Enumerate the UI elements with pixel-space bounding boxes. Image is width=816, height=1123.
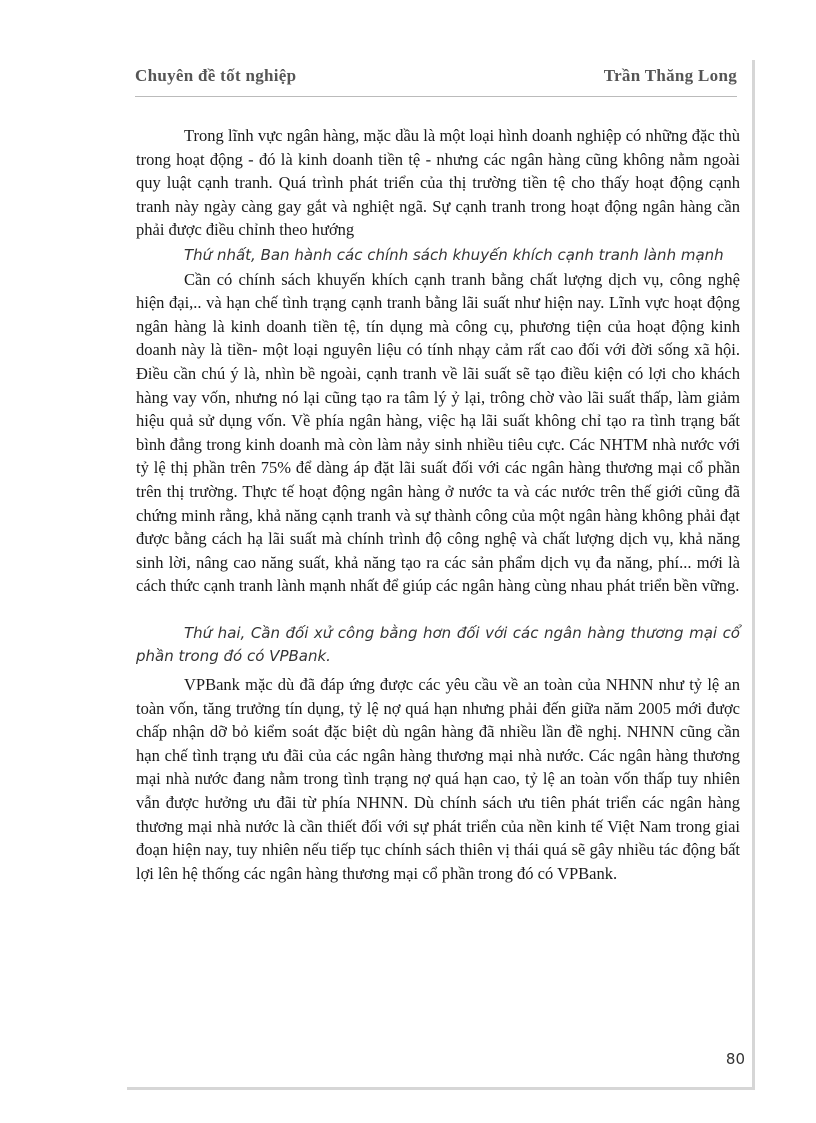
paragraph-intro: Trong lĩnh vực ngân hàng, mặc dầu là một loại hình doanh nghiệp có những đặc thù trong hoạt động - đó là kinh doanh tiền tệ - nhưng các ngân hàng cũng không nằm ngoài quy luật cạnh tranh. Quá trình phát triển của thị trường tiền tệ cho thấy hoạt động cạnh tranh này ngày càng gay gắt và nghiệt ngã. Sự cạnh tranh trong hoạt động ngân hàng cần phải được điều chỉnh theo hướng [136, 126, 740, 240]
page-number: 80 [725, 1050, 745, 1068]
paragraph-spacer [136, 598, 740, 622]
header-divider [135, 96, 737, 97]
header-author: Trần Thăng Long [603, 66, 737, 85]
heading-first-point: Thứ nhất, Ban hành các chính sách khuyến khích cạnh tranh lành mạnh [184, 245, 724, 264]
heading-second-point: Thứ hai, Cần đối xử công bằng hơn đối với các ngân hàng thương mại cổ phần trong đó có VPBank. [136, 623, 740, 666]
paragraph-second-point: VPBank mặc dù đã đáp ứng được các yêu cầu về an toàn của NHNN như tỷ lệ an toàn vốn, tăng trưởng tín dụng, tỷ lệ nợ quá hạn nhưng phải đến giữa năm 2005 mới được chấp nhận dỡ bỏ kiểm soát đặc biệt dù ngân hàng đã nhiều lần đề nghị. NHNN cũng cần hạn chế tình trạng ưu đãi của các ngân hàng thương mại nhà nước. Các ngân hàng thương mại nhà nước đang nằm trong tình trạng nợ quá hạn cao, tỷ lệ an toàn vốn thấp tuy nhiên vẫn được hưởng ưu đãi từ phía NHNN. Dù chính sách ưu tiên phát triển các ngân hàng thương mại nhà nước là cần thiết đối với sự phát triển của nền kinh tế Việt Nam trong giai đoạn hiện nay, tuy nhiên nếu tiếp tục chính sách thiên vị thái quá sẽ gây nhiều tác động bất lợi lên hệ thống các ngân hàng thương mại cổ phần trong đó có VPBank. [136, 675, 740, 883]
header-title: Chuyên đề tốt nghiệp [135, 66, 297, 85]
document-body [136, 124, 740, 885]
paragraph-first-point: Cần có chính sách khuyến khích cạnh tranh bằng chất lượng dịch vụ, công nghệ hiện đại,.. và hạn chế tình trạng cạnh tranh bằng lãi suất như hiện nay. Lĩnh vực hoạt động ngân hàng là kinh doanh tiền tệ, tín dụng mà công cụ, phương tiện của hoạt động kinh doanh này là tiền- một loại nguyên liệu có tính nhạy cảm rất cao đối với đời sống xã hội. Điều cần chú ý là, nhìn bề ngoài, cạnh tranh về lãi suất sẽ tạo điều kiện có lợi cho khách hàng vay vốn, nhưng nó lại cũng tạo ra tâm lý ỷ lại, trông chờ vào lãi suất thấp, làm giảm hiệu quả sử dụng vốn. Về phía ngân hàng, việc hạ lãi suất không chỉ tạo ra tình trạng bất bình đẳng trong kinh doanh mà còn làm nảy sinh nhiều tiêu cực. Các NHTM nhà nước với tỷ lệ thị phần trên 75% để dàng áp đặt lãi suất đối với các ngân hàng thương mại cổ phần trên thị trường. Thực tế hoạt động ngân hàng ở nước ta và các nước trên thế giới cũng đã chứng minh rằng, khả năng cạnh tranh và sự thành công của một ngân hàng không phải đạt được bằng cách hạ lãi suất mà chính trình độ công nghệ và chất lượng dịch vụ, khả năng sinh lời, nâng cao năng suất, khả năng tạo ra các sản phẩm dịch vụ đa năng, phí... mới là cách thức cạnh tranh lành mạnh nhất để giúp các ngân hàng cùng nhau phát triển bền vững. [136, 269, 740, 596]
page-header [135, 66, 737, 94]
